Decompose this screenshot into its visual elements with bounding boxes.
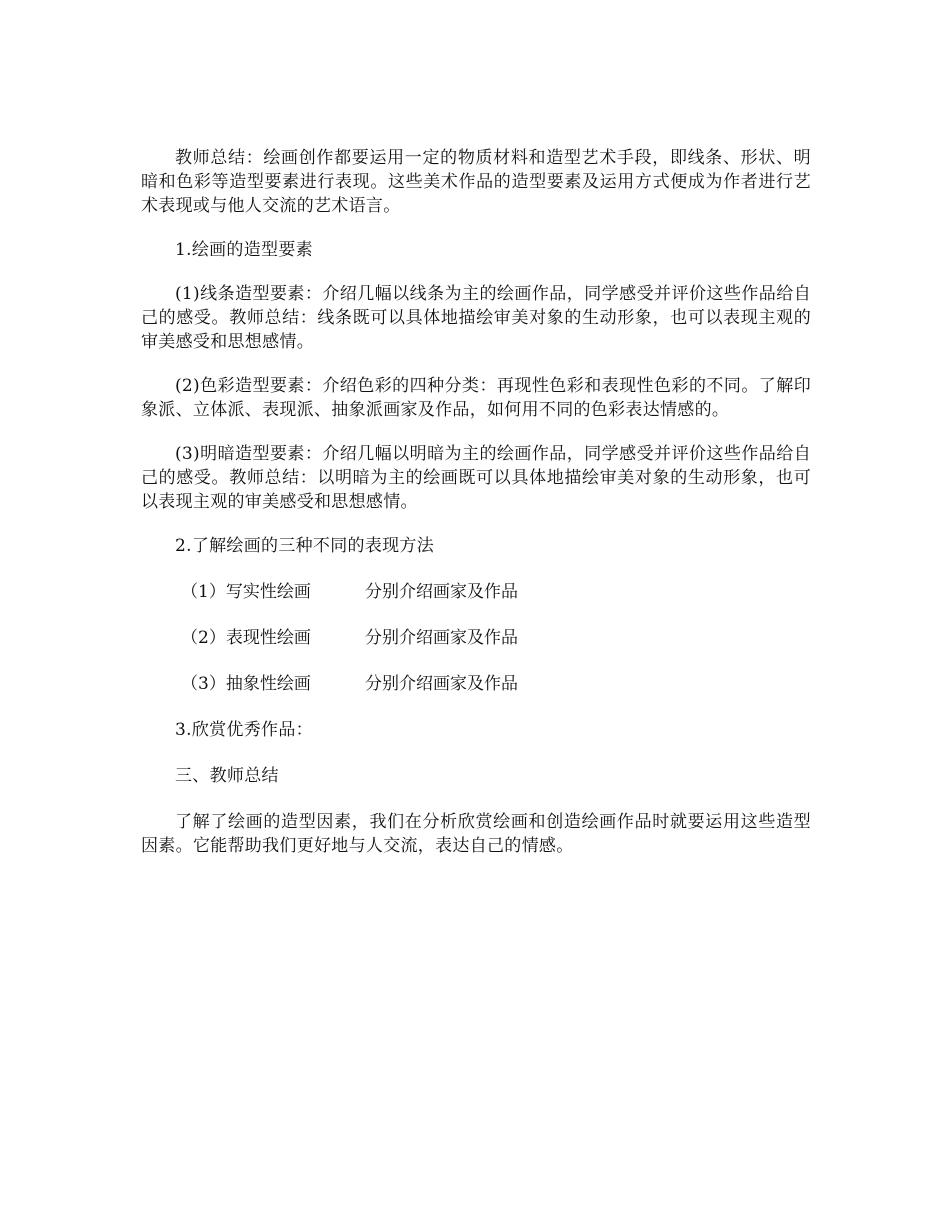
method-row-realistic [141, 580, 811, 604]
method-row-abstract [141, 672, 811, 696]
method-description: 分别介绍画家及作品 [365, 582, 518, 602]
method-description: 分别介绍画家及作品 [365, 628, 518, 648]
method-label: （3）抽象性绘画 [181, 674, 311, 694]
method-label: （1）写实性绘画 [181, 582, 311, 602]
line-element-paragraph: (1)线条造型要素：介绍几幅以线条为主的绘画作品，同学感受并评价这些作品给自己的感受。教师总结：线条既可以具体地描绘审美对象的生动形象，也可以表现主观的审美感受和思想感情。 [141, 284, 811, 352]
section-heading-1: 1.绘画的造型要素 [175, 240, 313, 260]
document-page [141, 146, 811, 858]
section-heading-3: 3.欣赏优秀作品： [175, 720, 313, 740]
light-dark-element-paragraph: (3)明暗造型要素：介绍几幅以明暗为主的绘画作品，同学感受并评价这些作品给自己的感受。教师总结：以明暗为主的绘画既可以具体地描绘审美对象的生动形象，也可以表现主观的审美感受和思想感情。 [141, 444, 811, 512]
section-three-title: 三、教师总结 [175, 766, 279, 786]
intro-paragraph: 教师总结：绘画创作都要运用一定的物质材料和造型艺术手段，即线条、形状、明暗和色彩等造型要素进行表现。这些美术作品的造型要素及运用方式便成为作者进行艺术表现或与他人交流的艺术语言。 [141, 148, 811, 216]
method-description: 分别介绍画家及作品 [365, 674, 518, 694]
section-heading-2: 2.了解绘画的三种不同的表现方法 [175, 536, 435, 556]
method-label: （2）表现性绘画 [181, 628, 311, 648]
method-row-expressive [141, 626, 811, 650]
color-element-paragraph: (2)色彩造型要素：介绍色彩的四种分类：再现性色彩和表现性色彩的不同。了解印象派、立体派、表现派、抽象派画家及作品，如何用不同的色彩表达情感的。 [141, 376, 811, 420]
closing-paragraph: 了解了绘画的造型因素，我们在分析欣赏绘画和创造绘画作品时就要运用这些造型因素。它能帮助我们更好地与人交流，表达自己的情感。 [141, 812, 811, 856]
